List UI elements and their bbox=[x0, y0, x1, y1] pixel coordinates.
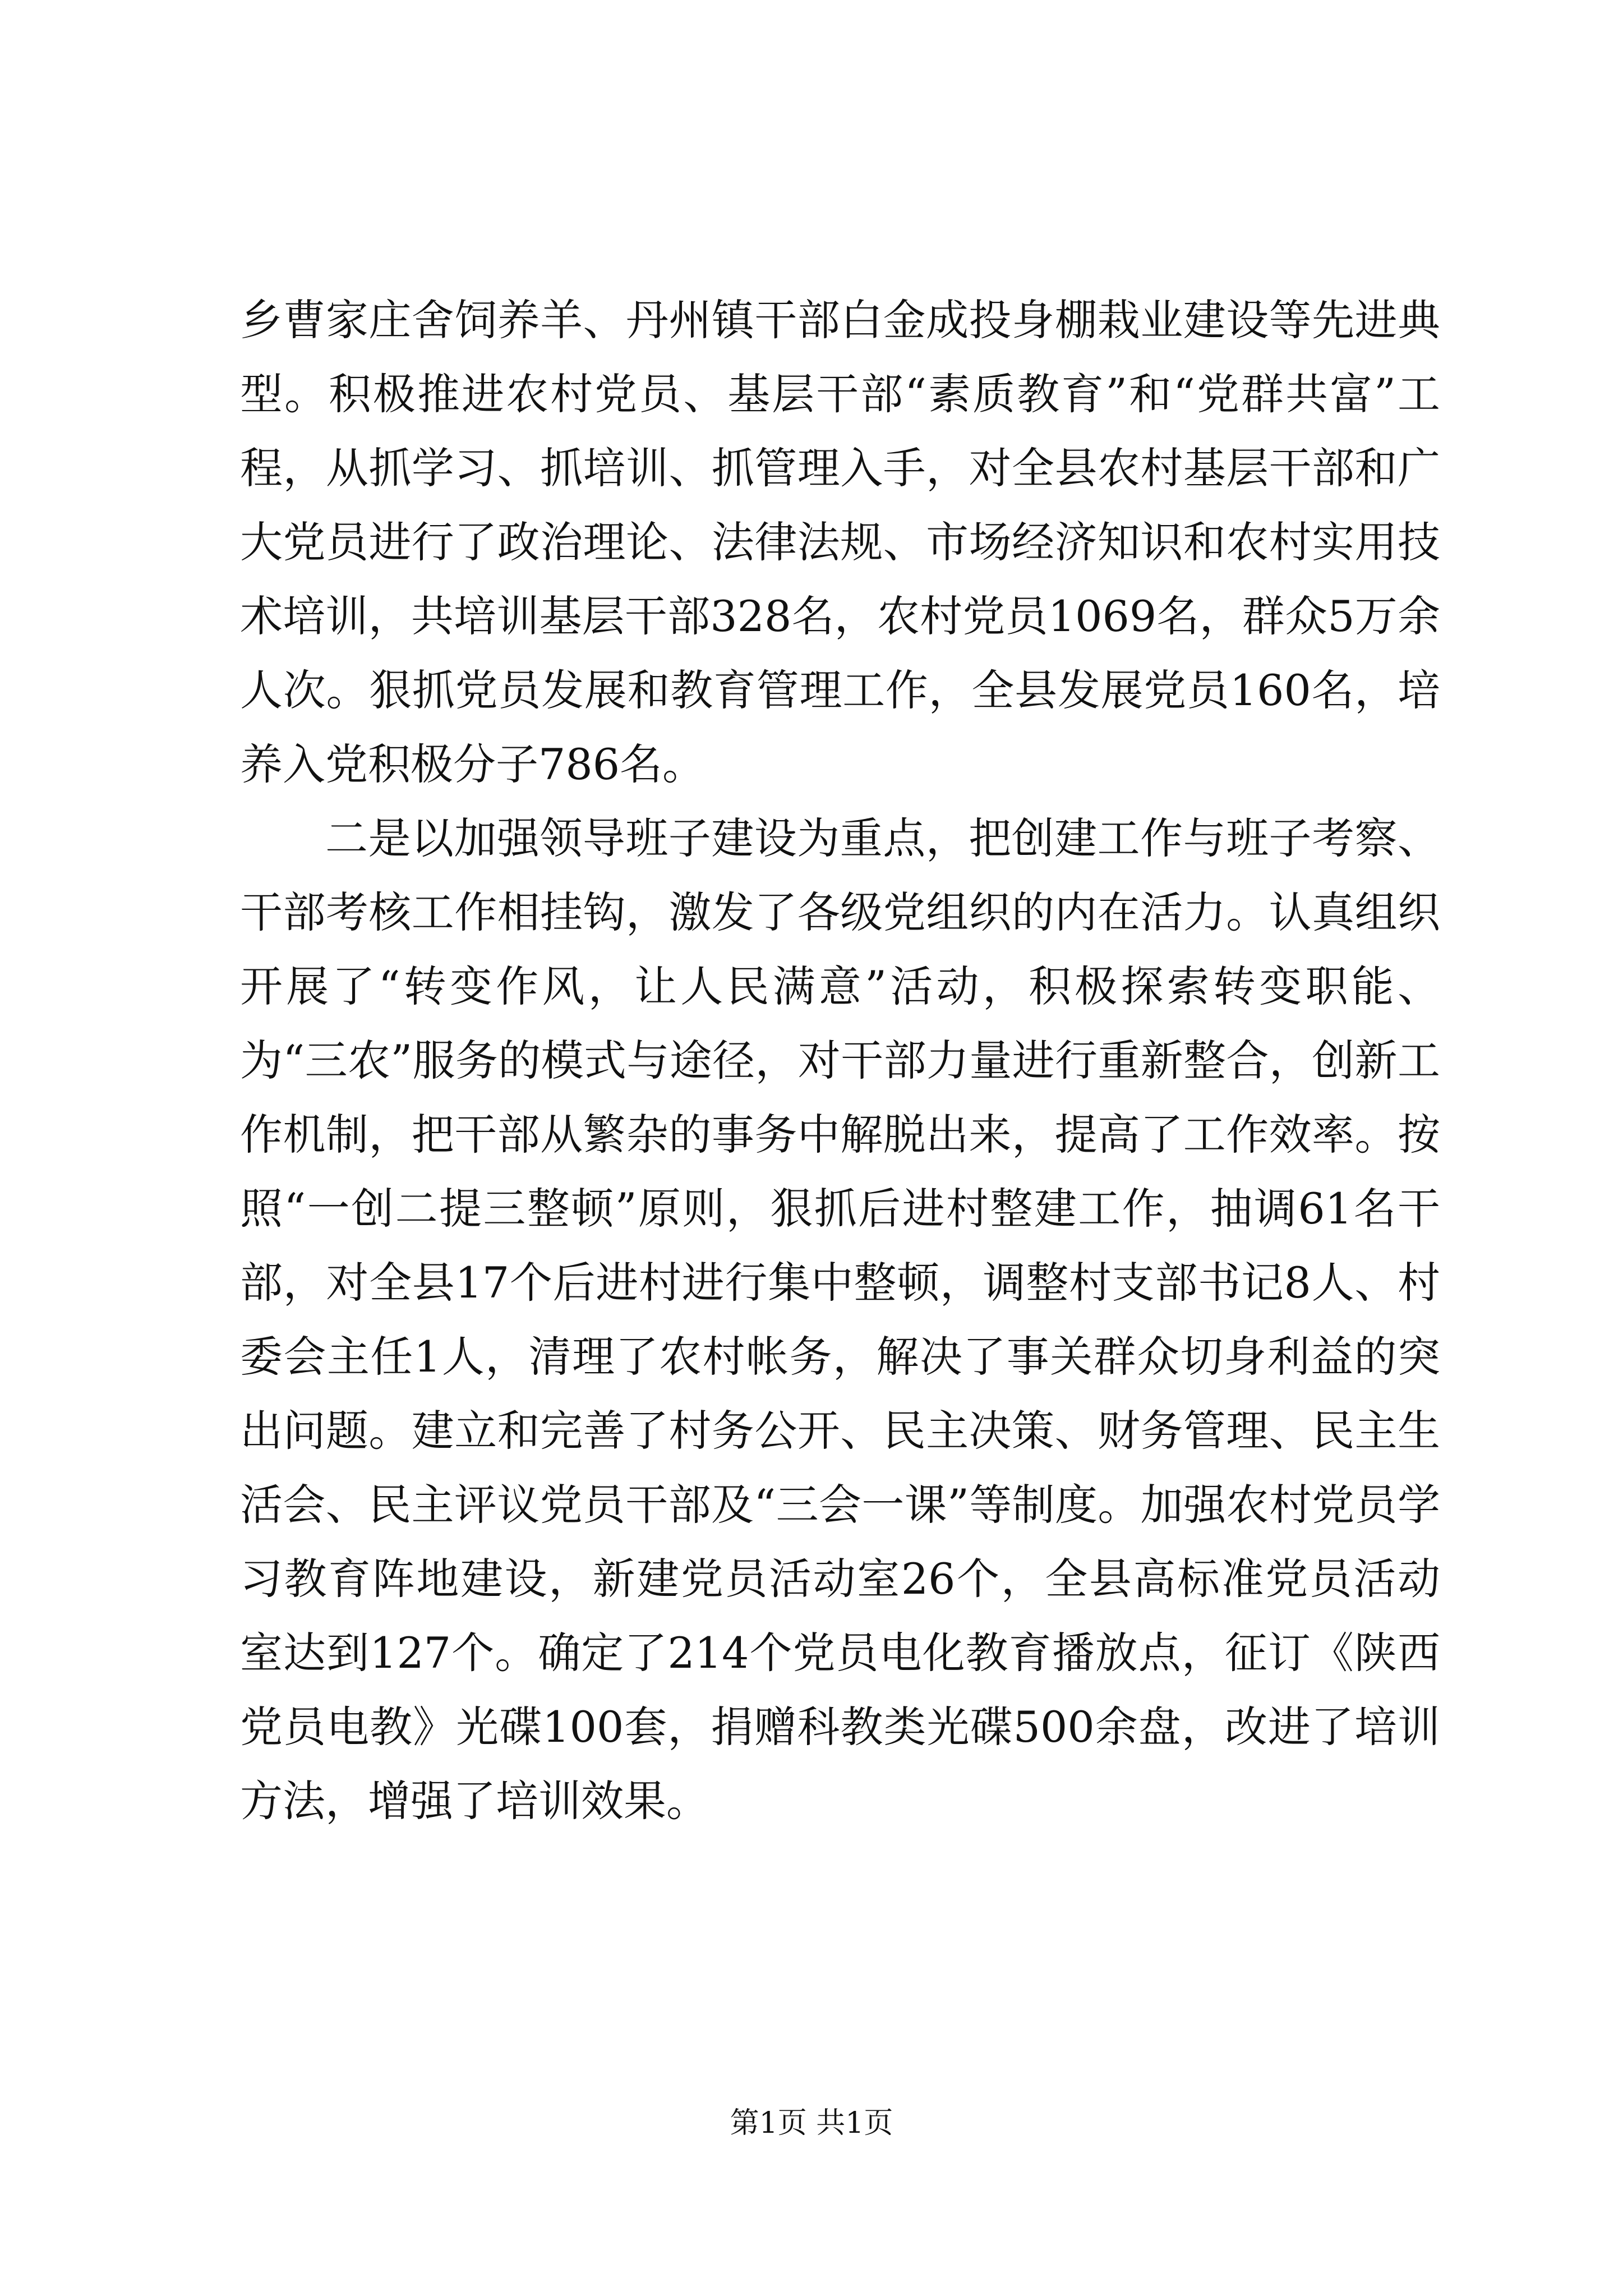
page-footer: 第1页 共1页 bbox=[730, 2106, 893, 2140]
paragraph-2: 二是以加强领导班子建设为重点，把创建工作与班子考察、干部考核工作相挂钩，激发了各级党组织的内在活力。认真组织开展了“转变作风，让人民满意”活动，积极探索转变职能、为“三农”服务的模式与途径，对干部力量进行重新整合，创新工作机制，把干部从繁杂的事务中解脱出来，提高了工作效率。按照“一创二提三整顿”原则，狠抓后进村整建工作，抽调61名干部，对全县17个后进村进行集中整顿，调整村支部书记8人、村委会主任1人，清理了农村帐务，解决了事关群众切身利益的突出问题。建立和完善了村务公开、民主决策、财务管理、民主生活会、民主评议党员干部及“三会一课”等制度。加强农村党员学习教育阵地建设，新建党员活动室26个，全县高标准党员活动室达到127个。确定了214个党员电化教育播放点，征订《陕西党员电教》光碟100套，捐赠科教类光碟500余盘，改进了培训方法，增强了培训效果。 bbox=[240, 813, 1440, 1826]
paragraph-1: 乡曹家庄舍饲养羊、丹州镇干部白金成投身棚栽业建设等先进典型。积极推进农村党员、基层干部“素质教育”和“党群共富”工程，从抓学习、抓培训、抓管理入手，对全县农村基层干部和广大党员进行了政治理论、法律法规、市场经济知识和农村实用技术培训，共培训基层干部328名，农村党员1069名，群众5万余人次。狠抓党员发展和教育管理工作，全县发展党员160名，培养入党积极分子786名。 bbox=[240, 295, 1440, 789]
document-body bbox=[240, 283, 1440, 1838]
